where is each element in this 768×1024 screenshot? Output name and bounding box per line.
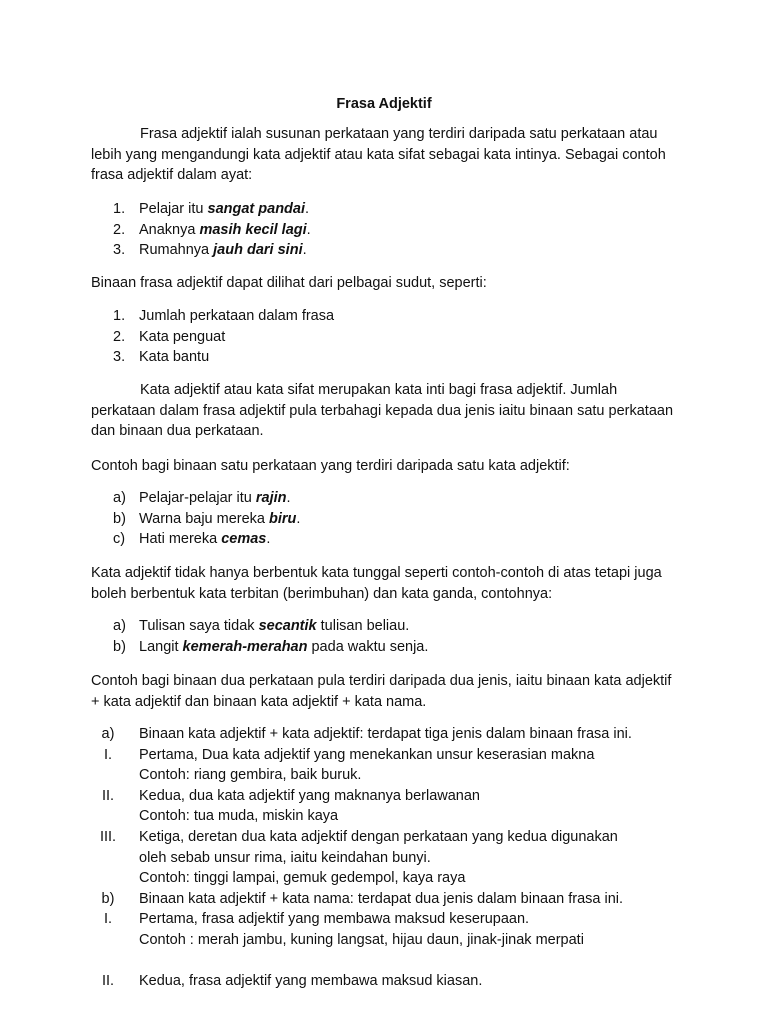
last-detail-item xyxy=(91,971,691,992)
detail-item: a) Binaan kata adjektif + kata adjektif: terdapat tiga jenis dalam binaan frasa ini. xyxy=(91,724,691,745)
paragraph-4: Contoh bagi binaan dua perkataan pula terdiri daripada dua jenis, iaitu binaan kata adjektif + kata adjektif dan binaan kata adjektif + kata nama. xyxy=(91,673,672,710)
list-marker: b) xyxy=(113,638,126,655)
contoh-terbitan-list xyxy=(91,616,681,657)
examples-list-1 xyxy=(91,199,681,261)
list-item: 2. Anaknya masih kecil lagi. xyxy=(91,220,681,241)
list-marker: 2. xyxy=(113,221,126,238)
list-marker: b) xyxy=(101,890,115,907)
list-marker: a) xyxy=(113,490,126,506)
detail-item: I. Pertama, frasa adjektif yang membawa maksud keserupaan. Contoh : merah jambu, kuning langsat, hijau daun, jinak-jinak merpati xyxy=(91,909,691,950)
list-marker: III. xyxy=(99,828,117,845)
intro-paragraph: Frasa adjektif ialah susunan perkataan yang terdiri daripada satu perkataan atau lebih yang mengandungi kata adjektif atau kata sifat sebagai kata intinya. Sebagai contoh frasa adjektif dalam ayat: xyxy=(91,126,666,184)
list-item: b) Warna baju mereka biru. xyxy=(91,509,681,530)
paragraph-2: Kata adjektif atau kata sifat merupakan kata inti bagi frasa adjektif. Jumlah perkataan dalam frasa adjektif pula terbahagi kepada dua jenis iaitu binaan satu perkataan dan binaan dua perkataan. xyxy=(91,382,674,440)
list-item: 3. Kata bantu xyxy=(91,347,681,368)
list-item: 2. Kata penguat xyxy=(91,327,681,348)
adjective-word: kemerah-merahan xyxy=(182,638,308,655)
binaan-intro: Binaan frasa adjektif dapat dilihat dari pelbagai sudut, seperti: xyxy=(91,275,487,291)
detail-item: II. Kedua, dua kata adjektif yang maknanya berlawanan Contoh: tua muda, miskin kaya xyxy=(91,786,691,827)
contoh-satu-intro: Contoh bagi binaan satu perkataan yang terdiri daripada satu kata adjektif: xyxy=(91,458,570,474)
list-marker: 1. xyxy=(113,308,126,324)
list-item: a) Pelajar-pelajar itu rajin. xyxy=(91,488,681,509)
adjective-phrase: sangat pandai xyxy=(207,201,306,217)
adjective-word: cemas xyxy=(221,531,267,548)
binaan-list xyxy=(91,306,681,368)
contoh-satu-list xyxy=(91,488,681,550)
list-item: 1. Jumlah perkataan dalam frasa xyxy=(91,306,681,327)
detail-item: II. Kedua, frasa adjektif yang membawa maksud kiasan. xyxy=(91,971,691,992)
adjective-word: rajin xyxy=(255,490,287,506)
list-marker: 1. xyxy=(113,201,126,217)
list-marker: a) xyxy=(113,618,126,634)
list-marker: 3. xyxy=(113,242,126,259)
detail-list xyxy=(91,724,691,951)
list-marker: I. xyxy=(103,746,113,763)
list-marker: II. xyxy=(101,973,115,989)
list-marker: 3. xyxy=(113,349,126,366)
adjective-phrase: jauh dari sini xyxy=(213,242,303,259)
adjective-phrase: masih kecil lagi xyxy=(199,221,307,238)
list-marker: a) xyxy=(101,726,115,742)
list-item: 3. Rumahnya jauh dari sini. xyxy=(91,240,681,261)
detail-item: b) Binaan kata adjektif + kata nama: terdapat dua jenis dalam binaan frasa ini. xyxy=(91,889,691,910)
list-item: c) Hati mereka cemas. xyxy=(91,529,681,550)
adjective-word: biru xyxy=(269,510,297,527)
list-item: b) Langit kemerah-merahan pada waktu senja. xyxy=(91,637,681,658)
detail-item: I. Pertama, Dua kata adjektif yang menekankan unsur keserasian makna Contoh: riang gembira, baik buruk. xyxy=(91,745,691,786)
detail-item: III. Ketiga, deretan dua kata adjektif dengan perkataan yang kedua digunakan oleh sebab unsur rima, iaitu keindahan bunyi. Contoh: tinggi lampai, gemuk gedempol, kaya raya xyxy=(91,827,691,889)
list-marker: c) xyxy=(113,531,126,548)
list-marker: 2. xyxy=(113,328,126,345)
list-marker: II. xyxy=(101,787,115,804)
list-item: 1. Pelajar itu sangat pandai. xyxy=(91,199,681,220)
paragraph-3: Kata adjektif tidak hanya berbentuk kata tunggal seperti contoh-contoh di atas tetapi juga boleh berbentuk kata terbitan (berimbuhan) dan kata ganda, contohnya: xyxy=(91,565,662,602)
document-title: Frasa Adjektif xyxy=(336,96,432,112)
list-marker: I. xyxy=(103,911,113,928)
adjective-word: secantik xyxy=(258,618,317,634)
list-item: a) Tulisan saya tidak secantik tulisan beliau. xyxy=(91,616,681,637)
list-marker: b) xyxy=(113,510,126,527)
